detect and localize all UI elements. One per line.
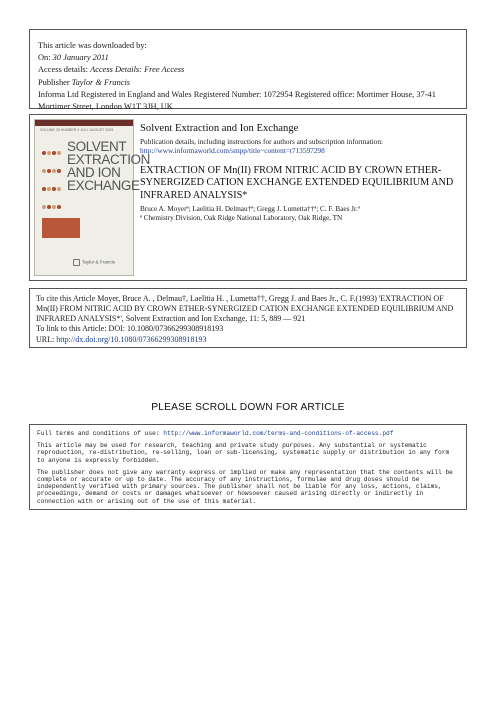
- citation-box: [29, 288, 467, 348]
- registration-info: Informa Ltd Registered in England and Wales Registered Number: 1072954 Registered office: Mortimer House, 37-41 Mortimer Street, London W1T 3JH, UK: [38, 89, 436, 112]
- doi-value: 10.1080/07366299308918193: [127, 324, 224, 334]
- article-info: [140, 123, 460, 224]
- publisher-value: Taylor & Francis: [71, 77, 131, 87]
- cover-publisher-logo: Taylor & Francis: [73, 259, 115, 266]
- cite-label: To cite this Article: [36, 294, 96, 303]
- cite-text: Moyer, Bruce A. , Delmau†, Laelitia H. , Lumetta††, Gregg J. and Baes Jr., C. F.(1993) 'EXTRACTION OF Mn(II) FROM NITRIC ACID BY CROWN ETHER-SYNERGIZED CATION EXCHANGE EXTENDED EQUILIBRIUM AND INFRARED ANALYSIS*', Solvent Extraction and Ion Exchange, 11: 5, 889 — 921: [36, 294, 454, 323]
- doi-row: [36, 324, 460, 334]
- publication-details: Publication details, including instructions for authors and subscription information:: [140, 137, 383, 146]
- url-label: URL:: [36, 335, 55, 345]
- publisher-label: Publisher: [38, 77, 70, 87]
- download-date: [38, 52, 458, 64]
- article-url-link[interactable]: http://dx.doi.org/10.1080/07366299308918193: [56, 335, 207, 345]
- terms-paragraph-disclaimer: The publisher does not give any warranty express or implied or make any representation that the contents will be complete or accurate or up to date. The accuracy of any instructions, formulae and drug doses should be independently verified with primary sources. The publisher shall not be liable for any loss, actions, claims, proceedings, demand or costs or damages whatsoever or howsoever caused arising directly or indirectly in connection with or arising out of the use of this material.: [37, 468, 453, 505]
- terms-paragraph-usage: This article may be used for research, teaching and private study purposes. Any substantial or systematic reproduction, re-distribution, re-selling, loan or sub-licensing, systematic supply or distribution in any form to anyone is expressly forbidden.: [37, 442, 450, 464]
- publisher: [38, 77, 458, 89]
- full-terms-label: Full terms and conditions of use:: [37, 430, 160, 437]
- full-terms-line: [37, 430, 459, 437]
- journal-url-link[interactable]: http://www.informaworld.com/smpp/title~content=t713597298: [140, 146, 325, 155]
- cover-top-strip: [35, 120, 133, 126]
- article-title: EXTRACTION OF Mn(II) FROM NITRIC ACID BY CROWN ETHER-SYNERGIZED CATION EXCHANGE EXTENDED EQUILIBRIUM AND INFRARED ANALYSIS*: [140, 165, 454, 201]
- author-affiliation: ª Chemistry Division, Oak Ridge National Laboratory, Oak Ridge, TN: [140, 214, 343, 223]
- cover-meta: VOLUME 25 NUMBER 4 JULY-AUGUST 2005: [40, 128, 114, 132]
- terms-box: [29, 424, 467, 510]
- doi-label: To link to this Article: DOI:: [36, 324, 125, 334]
- cover-color-block: [42, 218, 80, 238]
- url-row: [36, 335, 460, 345]
- scroll-down-notice: PLEASE SCROLL DOWN FOR ARTICLE: [151, 402, 345, 413]
- journal-title: Solvent Extraction and Ion Exchange: [140, 123, 299, 134]
- download-info-box: [29, 29, 467, 112]
- article-box: [29, 114, 467, 281]
- access-details: [38, 64, 458, 76]
- access-details-label: Access details:: [38, 65, 89, 75]
- cover-title: SOLVENT EXTRACTION AND ION EXCHANGE: [67, 139, 151, 193]
- article-authors: Bruce A. Moyerª; Laelitia H. Delmau†ª; Gregg J. Lumetta††ª; C. F. Baes Jr.ª: [140, 205, 360, 214]
- download-notice: This article was downloaded by:: [38, 41, 147, 50]
- terms-url-link[interactable]: http://www.informaworld.com/terms-and-conditions-of-access.pdf: [163, 430, 394, 437]
- access-details-value: Access Details: Free Access: [90, 65, 185, 75]
- citation: [36, 294, 460, 323]
- download-date-label: On:: [38, 53, 51, 63]
- cover-dots-graphic: [42, 143, 64, 215]
- journal-cover-image: [34, 119, 151, 276]
- download-date-value: 30 January 2011: [52, 53, 109, 63]
